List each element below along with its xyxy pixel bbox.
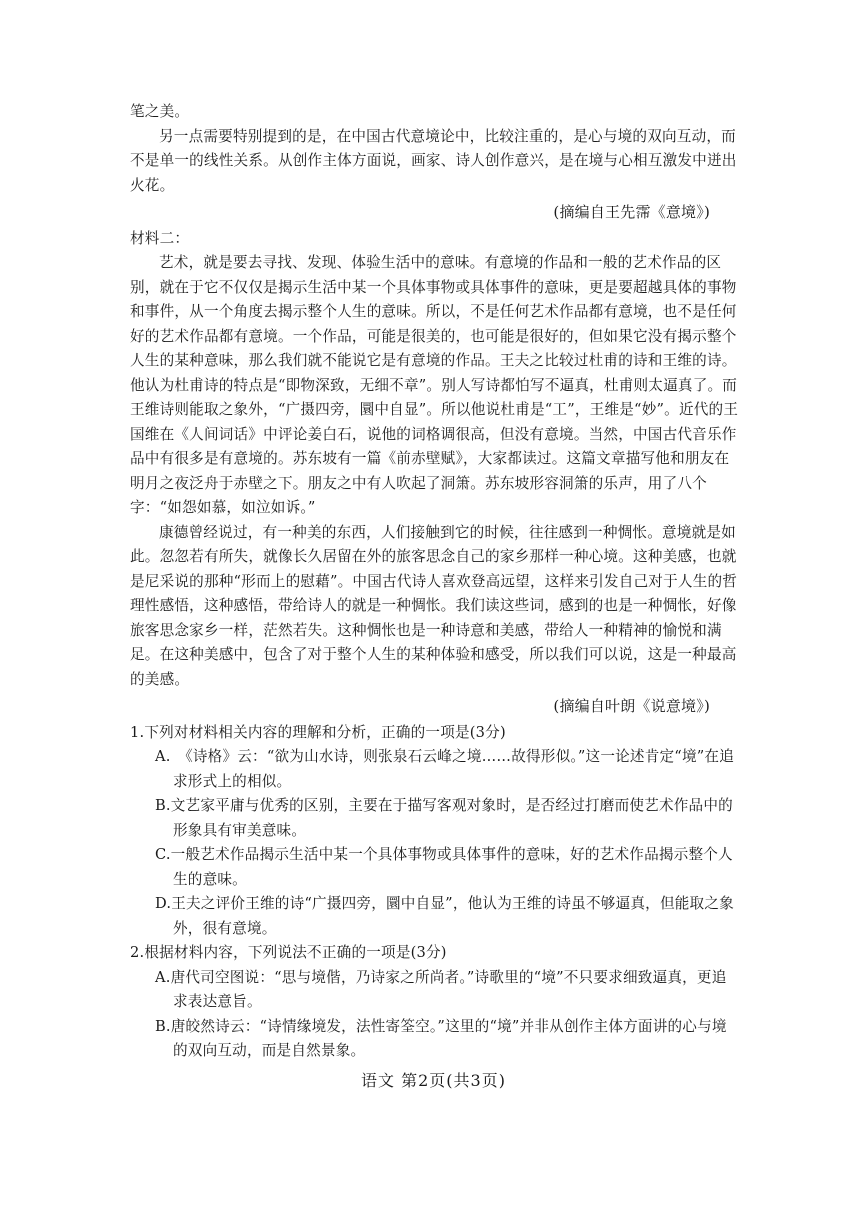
material1-source: (摘编自王先霈《意境》) <box>553 203 710 221</box>
question-2-stem: 2.根据材料内容，下列说法不正确的一项是(3分) <box>130 944 447 961</box>
question-1-option-c: C.一般艺术作品揭示生活中某一个具体事物或具体事件的意味，好的艺术作品揭示整个人生的意味。 <box>155 846 733 888</box>
question-1-option-b: B.文艺家平庸与优秀的区别，主要在于描写客观对象时，是否经过打磨而使艺术作品中的形象具有审美意味。 <box>155 797 733 839</box>
question-2-option-a: A.唐代司空图说：“思与境偕，乃诗家之所尚者。”诗歌里的“境”不只要求细致逼真，更追求表达意旨。 <box>155 968 727 1010</box>
material2-paragraph-2: 康德曾经说过，有一种美的东西，人们接触到它的时候，往往感到一种惆怅。意境就是如此。忽忽若有所失，就像长久居留在外的旅客思念自己的家乡那样一种心境。这种美感，也就是尼采说的那种“形而上的慰藉”。中国古代诗人喜欢登高远望，这样来引发自己对于人生的哲理性感悟，这种感悟，带给诗人的就是一种惆怅。我们读这些词，感到的也是一种惆怅，好像旅客思念家乡一样，茫然若失。这种惆怅也是一种诗意和美感，带给人一种精神的愉悦和满足。在这种美感中，包含了对于整个人生的某种体验和感受，所以我们可以说，这是一种最高的美感。 <box>130 523 738 688</box>
material2-paragraph-1: 艺术，就是要去寻找、发现、体验生活中的意味。有意境的作品和一般的艺术作品的区别，就在于它不仅仅是揭示生活中某一个具体事物或具体事件的意味，更是要超越具体的事物和事件，从一个角度去揭示整个人生的意味。所以，不是任何艺术作品都有意境，也不是任何好的艺术作品都有意境。一个作品，可能是很美的，也可能是很好的，但如果它没有揭示整个人生的某种意味，那么我们就不能说它是有意境的作品。王夫之比较过杜甫的诗和王维的诗。他认为杜甫诗的特点是“即物深致，无细不章”。别人写诗都怕写不逼真，杜甫则太逼真了。而王维诗则能取之象外，“广摄四旁，圜中自显”。所以他说杜甫是“工”，王维是“妙”。近代的王国维在《人间词话》中评论姜白石，说他的词格调很高，但没有意境。当然，中国古代音乐作品中有很多是有意境的。苏东坡有一篇《前赤壁赋》，大家都读过。这篇文章描写他和朋友在明月之夜泛舟于赤壁之下。朋友之中有人吹起了洞箫。苏东坡形容洞箫的乐声，用了八个字：“如怨如慕，如泣如诉。” <box>130 254 739 516</box>
question-1-stem: 1.下列对材料相关内容的理解和分析，正确的一项是(3分) <box>130 723 506 741</box>
question-1-option-d: D.王夫之评价王维的诗“广摄四旁，圜中自显”，他认为王维的诗虽不够逼真，但能取之象外，很有意境。 <box>155 895 734 937</box>
material1-tail-line: 笔之美。 <box>130 103 190 120</box>
page-footer: 语文 第2页(共3页) <box>361 1071 506 1090</box>
question-2-option-b: B.唐皎然诗云：“诗情缘境发，法性寄筌空。”这里的“境”并非从创作主体方面讲的心与境的双向互动，而是自然景象。 <box>155 1017 727 1059</box>
material2-source: (摘编自叶朗《说意境》) <box>553 697 710 715</box>
question-1-option-a: A. 《诗格》云：“欲为山水诗，则张泉石云峰之境……故得形似。”这一论述肯定“境”在追求形式上的相似。 <box>155 748 734 790</box>
page-content <box>130 100 740 1064</box>
material2-heading: 材料二： <box>130 229 190 247</box>
material1-paragraph: 另一点需要特别提到的是，在中国古代意境论中，比较注重的，是心与境的双向互动，而不是单一的线性关系。从创作主体方面说，画家、诗人创作意兴，是在境与心相互激发中迸出火花。 <box>130 127 737 194</box>
